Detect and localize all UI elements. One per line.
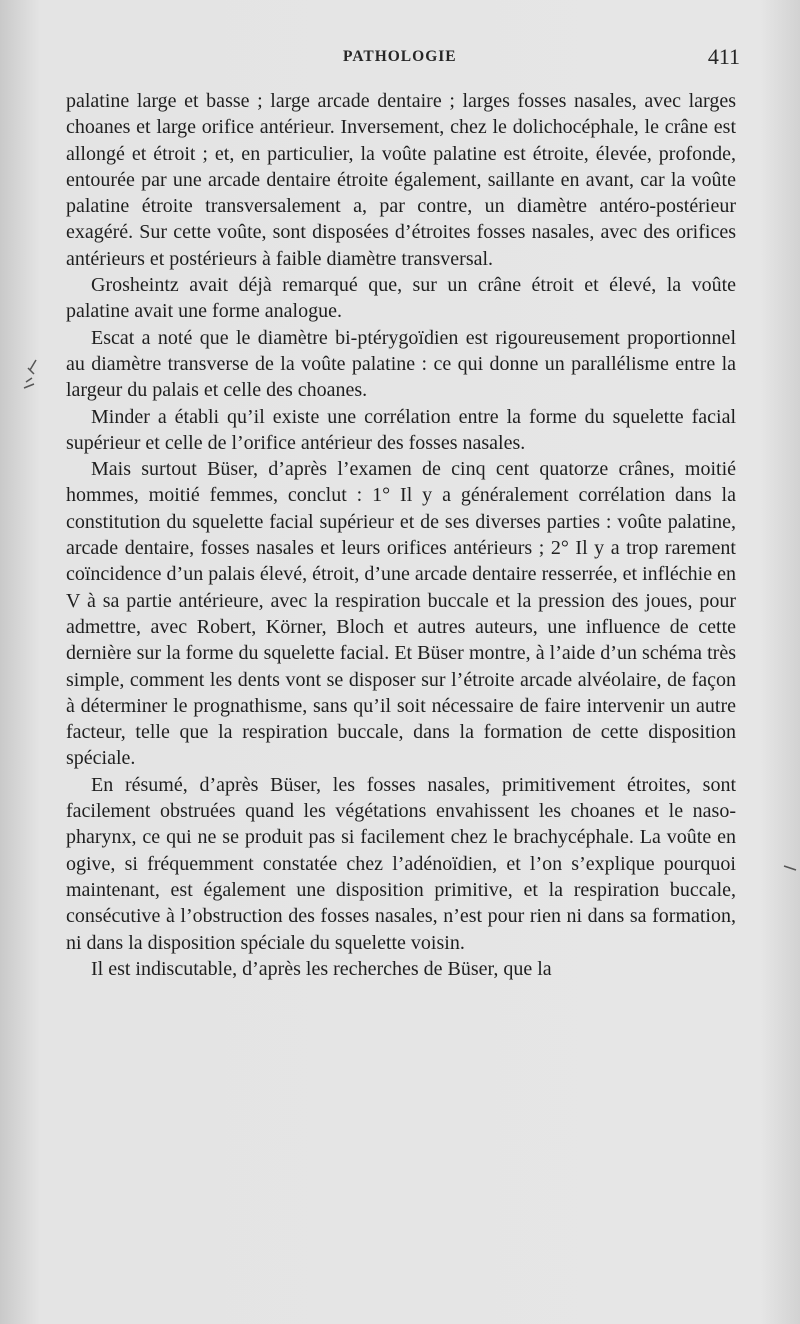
paragraph-6: En résumé, d’après Büser, les fosses nasales, primitivement étroites, sont facilement obstruées quand les végétations envahissent les choanes et le naso-pharynx, ce qui ne se produit pas si facilement chez le brachycéphale. La voûte en ogive, si fréquemment constatée chez l’adénoïdien, et l’on s’explique pourquoi maintenant, est également une disposition primitive, et la respiration buccale, consécutive à l’obstruction des fosses nasales, n’est pour rien ni dans sa formation, ni dans la disposition spéciale du squelette voisin. [66, 773, 736, 954]
body-text [66, 88, 736, 982]
page-header [0, 44, 800, 74]
edge-pencil-mark [782, 864, 798, 872]
page-number: 411 [707, 44, 740, 69]
paragraph-7: Il est indiscutable, d’après les recherches de Büser, que la [91, 957, 552, 980]
running-title: PATHOLOGIE [343, 48, 457, 65]
paragraph-1: palatine large et basse ; large arcade dentaire ; larges fosses nasales, avec larges choanes et large orifice antérieur. Inversement, chez le dolichocéphale, le crâne est allongé et étroit ; et, en particulier, la voûte palatine est étroite, élevée, profonde, entourée par une arcade dentaire étroite également, saillante en avant, car la voûte palatine étroite transversalement a, par contre, un diamètre antéro-postérieur exagéré. Sur cette voûte, sont disposées d’étroites fosses nasales, avec des orifices antérieurs et postérieurs à faible diamètre transversal. [66, 90, 736, 270]
paragraph-4: Minder a établi qu’il existe une corrélation entre la forme du squelette facial supérieur et celle de l’orifice antérieur des fosses nasales. [66, 405, 736, 454]
paragraph-3: Escat a noté que le diamètre bi-ptérygoïdien est rigoureusement proportionnel au diamètre transverse de la voûte palatine : ce qui donne un parallélisme entre la largeur du palais et celle des choanes. [66, 326, 736, 402]
margin-pencil-mark [18, 356, 52, 396]
paragraph-2: Grosheintz avait déjà remarqué que, sur un crâne étroit et élevé, la voûte palatine avait une forme analogue. [66, 274, 736, 323]
paragraph-5: Mais surtout Büser, d’après l’examen de cinq cent quatorze crânes, moitié hommes, moitié femmes, conclut : 1° Il y a généralement corrélation dans la constitution du squelette facial supérieur et de ses diverses parties : voûte palatine, arcade dentaire, fosses nasales et leurs orifices antérieurs ; 2° Il y a trop rarement coïncidence d’un palais élevé, étroit, d’une arcade dentaire resserrée, et infléchie en V à sa partie antérieure, avec la respiration buccale et la pression des joues, pour admettre, avec Robert, Körner, Bloch et autres auteurs, une influence de cette dernière sur la forme du squelette facial. Et Büser montre, à l’aide d’un schéma très simple, comment les dents vont se disposer sur l’étroite arcade alvéolaire, de façon à déterminer le prognathisme, sans qu’il soit nécessaire de faire intervenir un autre facteur, telle que la respiration buccale, dans la formation de cette disposition spéciale. [66, 458, 736, 770]
